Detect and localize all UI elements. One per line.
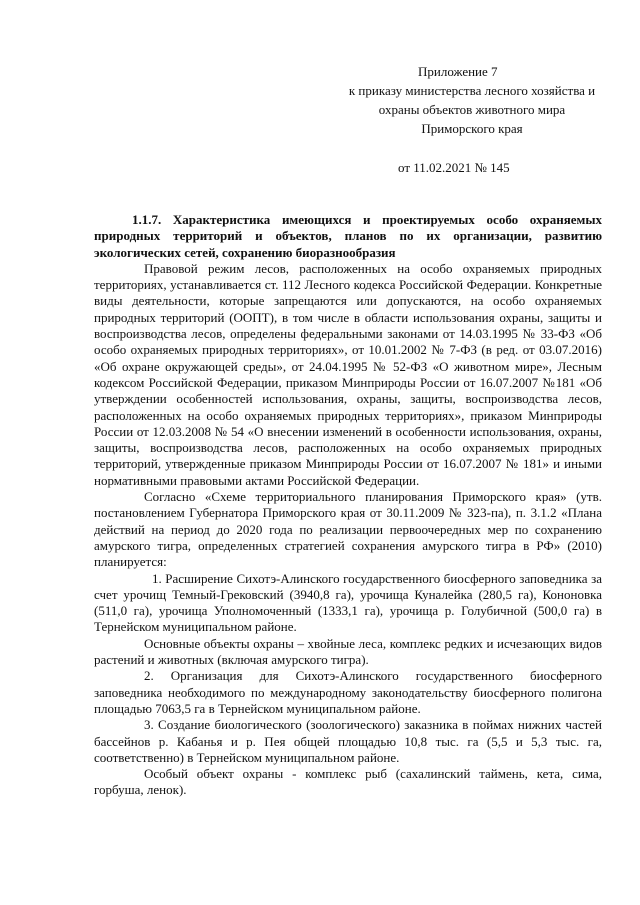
annex-date: от 11.02.2021 № 145	[398, 160, 510, 175]
paragraph-item-1: 1. Расширение Сихотэ-Алинского государственного биосферного заповедника за счет урочищ Темный-Грековский (3940,8 га), урочища Куналейка (280,5 га), Кононовка (511,0 га), урочища Уполномоченный (1333,1 га), урочища р. Голубичной (500,0 га) в Тернейском муниципальном районе.	[94, 570, 602, 635]
annex-header	[342, 62, 602, 177]
paragraph-item-3: 3. Создание биологического (зоологического) заказника в поймах нижних частей бассейнов р. Кабанья и р. Пея общей площадью 10,8 тыс. га (5,5 и 5,3 тыс. га, соответственно) в Тернейском муниципальном районе.	[94, 717, 602, 765]
annex-order-line-1: к приказу министерства лесного хозяйства и	[348, 83, 596, 98]
section-title: 1.1.7. Характеристика имеющихся и проектируемых особо охраняемых природных территорий и объектов, планов по их организации, развитию экологических сетей, сохранению биоразнообразия	[94, 212, 602, 260]
document-body	[94, 212, 602, 799]
paragraph-legal-regime: Правовой режим лесов, расположенных на особо охраняемых природных территориях, устанавливается ст. 112 Лесного кодекса Российской Федерации. Конкретные виды деятельности, которые запрещаются или допускаются, на особо охраняемых природных территорий (ООПТ), в том числе в области использования охраны, защиты и воспроизводства лесов, определены федеральными законами от 14.03.1995 № 33-ФЗ «Об особо охраняемых природных территориях», от 10.01.2002 № 7-ФЗ (в ред. от 03.07.2016) «Об охране окружающей среды», от 24.04.1995 № 52-ФЗ «О животном мире», Лесным кодексом Российской Федерации, приказом Минприроды России от 16.07.2007 №181 «Об утверждении особенностей использования, охраны, защиты, воспроизводства лесов, расположенных на особо охраняемых природных территориях», приказом Минприроды России от 12.03.2008 № 54 «О внесении изменений в особенности использования, охраны, защиты, воспроизводства лесов, расположенных на особо охраняемых природных территорий, утвержденные приказом Минприроды России от 16.07.2007 № 181» и иными нормативными правовыми актами Российской Федерации.	[94, 260, 602, 488]
annex-order-line-3: Приморского края	[421, 121, 523, 136]
paragraph-protection-objects-2: Особый объект охраны - комплекс рыб (сахалинский таймень, кета, сима, горбуша, ленок).	[94, 766, 602, 798]
paragraph-item-2: 2. Организация для Сихотэ-Алинского государственного биосферного заповедника необходимого по международному законодательству биосферного полигона площадью 7063,5 га в Тернейском муниципальном районе.	[94, 668, 602, 716]
paragraph-territorial-scheme: Согласно «Схеме территориального планирования Приморского края» (утв. постановлением Губернатора Приморского края от 30.11.2009 № 323-па), п. 3.1.2 «Плана действий на период до 2020 года по реализации первоочередных мер по сохранению амурского тигра, определенных стратегией сохранения амурского тигра в РФ» (2010) планируется:	[94, 489, 602, 570]
paragraph-protection-objects-1: Основные объекты охраны – хвойные леса, комплекс редких и исчезающих видов растений и животных (включая амурского тигра).	[94, 635, 602, 668]
annex-order-line-2: охраны объектов животного мира	[378, 102, 566, 117]
annex-number: Приложение 7	[418, 64, 498, 79]
